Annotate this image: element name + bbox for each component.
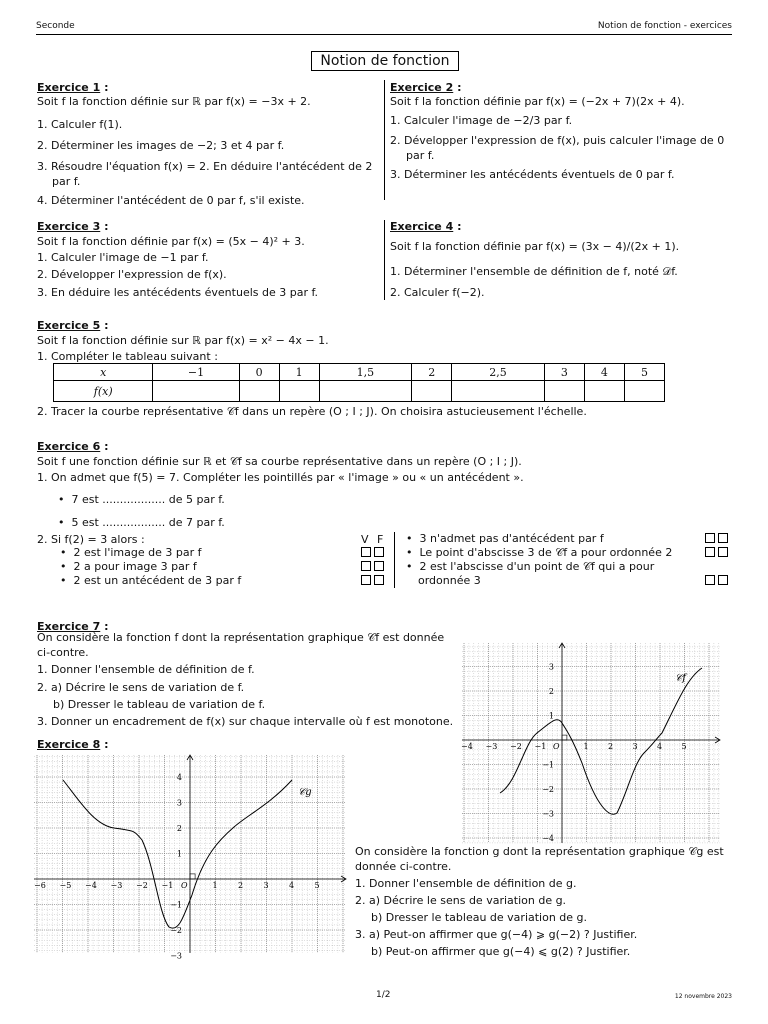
- ex2-q2-cont: par f.: [406, 149, 435, 162]
- checkbox-pair[interactable]: [702, 575, 728, 588]
- graph-g-x-tick: −4: [85, 881, 97, 890]
- ex7-q3: 3. Donner un encadrement de f(x) sur chaque intervalle où f est monotone.: [37, 715, 454, 728]
- table-cell: x: [54, 364, 153, 381]
- ex1-intro: Soit f la fonction définie sur ℝ par f(x) = −3x + 2.: [37, 95, 311, 108]
- table-cell[interactable]: [279, 381, 319, 402]
- graph-f-origin: O: [553, 742, 560, 751]
- graph-f-x-tick: 2: [608, 742, 614, 751]
- graph-f-x-tick: −3: [485, 742, 498, 751]
- graph-f-y-tick: 2: [548, 687, 554, 696]
- graph-f-y-tick: −1: [542, 760, 554, 770]
- table-cell[interactable]: [544, 381, 584, 402]
- ex4-intro: Soit f la fonction définie par f(x) = (3x − 4)/(2x + 1).: [390, 240, 680, 253]
- ex8-heading: Exercice 8 :: [37, 738, 109, 751]
- ex7-q2b: b) Dresser le tableau de variation de f.: [53, 698, 266, 711]
- ex3-q2: 2. Développer l'expression de f(x).: [37, 268, 227, 281]
- graph-f-y-tick: −2: [542, 785, 554, 794]
- graph-g-x-tick: 4: [289, 881, 295, 890]
- table-cell[interactable]: [452, 381, 545, 402]
- ex3-intro: Soit f la fonction définie par f(x) = (5x − 4)² + 3.: [37, 235, 305, 248]
- ex8-q1: 1. Donner l'ensemble de définition de g.: [355, 877, 577, 890]
- table-cell: 1: [279, 364, 319, 381]
- curve-g-label: 𝒞g: [298, 787, 312, 798]
- graph-g-x-tick: 2: [238, 881, 244, 890]
- graph-f-x-tick: −4: [461, 742, 473, 751]
- graph-g-x-tick: −2: [136, 881, 148, 890]
- ex8-q3b: b) Peut-on affirmer que g(−4) ⩽ g(2) ? Justifier.: [371, 945, 631, 958]
- graph-g-y-tick: 2: [176, 824, 182, 833]
- table-cell[interactable]: [584, 381, 624, 402]
- graph-f-y-tick: −4: [542, 834, 554, 843]
- ex6-intro: Soit f une fonction définie sur ℝ et 𝒞f sa courbe représentative dans un repère (O ; I ; J).: [37, 455, 522, 468]
- ex3-heading: Exercice 3 :: [37, 220, 109, 233]
- graph-g-y-tick: −1: [170, 900, 182, 910]
- column-divider: [384, 80, 385, 200]
- ex4-q2: 2. Calculer f(−2).: [390, 286, 485, 299]
- table-cell: 5: [624, 364, 664, 381]
- ex6-q1: 1. On admet que f(5) = 7. Compléter les pointillés par « l'image » ou « un antécédent ».: [37, 471, 524, 484]
- graph-f-y-tick: 3: [548, 662, 554, 672]
- table-cell: 1,5: [319, 364, 412, 381]
- graph-f-x-tick: 3: [632, 742, 638, 751]
- graph-f-x-tick: −2: [510, 742, 522, 751]
- ex2-intro: Soit f la fonction définie par f(x) = (−2x + 7)(2x + 4).: [390, 95, 685, 108]
- curve-f-label: 𝒞f: [675, 673, 686, 684]
- table-cell[interactable]: [412, 381, 452, 402]
- values-table: [53, 363, 665, 402]
- ex8-intro: On considère la fonction g dont la représentation graphique 𝒞g est: [355, 845, 724, 858]
- ex5-heading: Exercice 5 :: [37, 319, 109, 332]
- ex6-stmt-6: • 2 est l'abscisse d'un point de 𝒞f qui a pour: [406, 560, 655, 573]
- table-cell[interactable]: [319, 381, 412, 402]
- ex2-q2: 2. Développer l'expression de f(x), puis calculer l'image de 0: [390, 134, 725, 147]
- graph-g-x-tick: −1: [161, 881, 174, 890]
- table-cell: f(x): [54, 381, 153, 402]
- ex8-q2b: b) Dresser le tableau de variation de g.: [371, 911, 588, 924]
- ex6-stmt-2: • 2 a pour image 3 par f: [60, 560, 197, 573]
- graph-f-y-tick: 1: [548, 711, 554, 721]
- graph-g-x-tick: 1: [212, 881, 218, 890]
- column-divider-2: [384, 220, 385, 300]
- graph-g-x-tick: 3: [263, 881, 269, 890]
- table-cell: 0: [239, 364, 279, 381]
- checkbox-pair[interactable]: [358, 561, 384, 574]
- ex8-q3a: 3. a) Peut-on affirmer que g(−4) ⩾ g(−2) ? Justifier.: [355, 928, 638, 941]
- graph-f-x-tick: −1: [534, 742, 547, 751]
- checkbox-pair[interactable]: [358, 547, 384, 560]
- ex2-q1: 1. Calculer l'image de −2/3 par f.: [390, 114, 573, 127]
- graph-g: [34, 755, 346, 961]
- table-cell: −1: [153, 364, 239, 381]
- ex7-heading: Exercice 7 :: [37, 620, 109, 633]
- graph-g-y-tick: −2: [170, 926, 182, 935]
- ex4-q1: 1. Déterminer l'ensemble de définition de f, noté 𝒟f.: [390, 265, 678, 278]
- table-cell: 2: [412, 364, 452, 381]
- page-title: Notion de fonction: [311, 51, 459, 71]
- ex1-q3-cont: par f.: [52, 175, 81, 188]
- graph-g-y-tick: 4: [176, 773, 182, 782]
- page-number: 1/2: [376, 990, 391, 1000]
- ex4-heading: Exercice 4 :: [390, 220, 462, 233]
- ex6-stmt-1: • 2 est l'image de 3 par f: [60, 546, 202, 559]
- checkbox-pair[interactable]: [702, 533, 728, 546]
- ex6-stmt-5: • Le point d'abscisse 3 de 𝒞f a pour ordonnée 2: [406, 546, 673, 559]
- ex3-q3: 3. En déduire les antécédents éventuels de 3 par f.: [37, 286, 319, 299]
- ex7-intro: On considère la fonction f dont la représentation graphique 𝒞f est donnée: [37, 631, 445, 644]
- checkbox-pair[interactable]: [358, 575, 384, 588]
- ex6-bullet-2: • 5 est .................. de 7 par f.: [58, 516, 225, 529]
- ex6-stmt-6-cont: ordonnée 3: [418, 574, 481, 587]
- table-cell: 3: [544, 364, 584, 381]
- ex7-q2a: 2. a) Décrire le sens de variation de f.: [37, 681, 245, 694]
- header-right: Notion de fonction - exercices: [597, 21, 732, 31]
- ex6-stmt-4: • 3 n'admet pas d'antécédent par f: [406, 532, 604, 545]
- graph-f-x-tick: 1: [583, 742, 589, 751]
- graph-g-y-tick: −3: [170, 951, 182, 961]
- ex5-q2: 2. Tracer la courbe représentative 𝒞f dans un repère (O ; I ; J). On choisira astucieusement l'échelle.: [37, 405, 587, 418]
- table-cell: 2,5: [452, 364, 545, 381]
- ex8-q2a: 2. a) Décrire le sens de variation de g.: [355, 894, 567, 907]
- ex8-intro-2: donnée ci-contre.: [355, 860, 452, 873]
- column-divider-3: [394, 532, 395, 588]
- table-cell[interactable]: [153, 381, 239, 402]
- table-cell[interactable]: [239, 381, 279, 402]
- graph-g-x-tick: −5: [59, 881, 72, 890]
- ex2-q3: 3. Déterminer les antécédents éventuels de 0 par f.: [390, 168, 675, 181]
- ex5-q1: 1. Compléter le tableau suivant :: [37, 350, 218, 363]
- checkbox-pair[interactable]: [702, 547, 728, 560]
- graph-g-y-tick: 1: [176, 849, 182, 859]
- ex6-heading: Exercice 6 :: [37, 440, 109, 453]
- ex3-q1: 1. Calculer l'image de −1 par f.: [37, 251, 209, 264]
- graph-g-x-tick: 5: [314, 881, 320, 890]
- ex6-q2: 2. Si f(2) = 3 alors :: [37, 533, 145, 546]
- ex1-q3: 3. Résoudre l'équation f(x) = 2. En déduire l'antécédent de 2: [37, 160, 373, 173]
- ex5-intro: Soit f la fonction définie sur ℝ par f(x) = x² − 4x − 1.: [37, 334, 329, 347]
- header-rule: [36, 34, 732, 35]
- graph-g-y-tick: 3: [176, 798, 182, 808]
- header-left: Seconde: [36, 21, 75, 31]
- graph-f: [462, 643, 720, 843]
- ex1-q4: 4. Déterminer l'antécédent de 0 par f, s'il existe.: [37, 194, 305, 207]
- graph-g-origin: O: [181, 881, 188, 890]
- ex2-heading: Exercice 2 :: [390, 81, 462, 94]
- footer-date: 12 novembre 2023: [674, 993, 732, 1000]
- ex6-bullet-1: • 7 est .................. de 5 par f.: [58, 493, 225, 506]
- ex1-heading: Exercice 1 :: [37, 81, 109, 94]
- table-cell: 4: [584, 364, 624, 381]
- graph-f-x-tick: 4: [657, 742, 663, 751]
- ex7-q1: 1. Donner l'ensemble de définition de f.: [37, 663, 255, 676]
- graph-f-x-tick: 5: [681, 742, 687, 751]
- ex1-q2: 2. Déterminer les images de −2; 3 et 4 par f.: [37, 139, 285, 152]
- true-label: V: [361, 533, 369, 546]
- false-label: F: [377, 533, 384, 546]
- table-cell[interactable]: [624, 381, 664, 402]
- ex6-stmt-3: • 2 est un antécédent de 3 par f: [60, 574, 242, 587]
- graph-g-x-tick: −6: [34, 881, 46, 890]
- graph-g-x-tick: −3: [110, 881, 123, 890]
- graph-f-y-tick: −3: [542, 809, 554, 819]
- ex7-intro-2: ci-contre.: [37, 646, 89, 659]
- ex1-q1: 1. Calculer f(1).: [37, 118, 123, 131]
